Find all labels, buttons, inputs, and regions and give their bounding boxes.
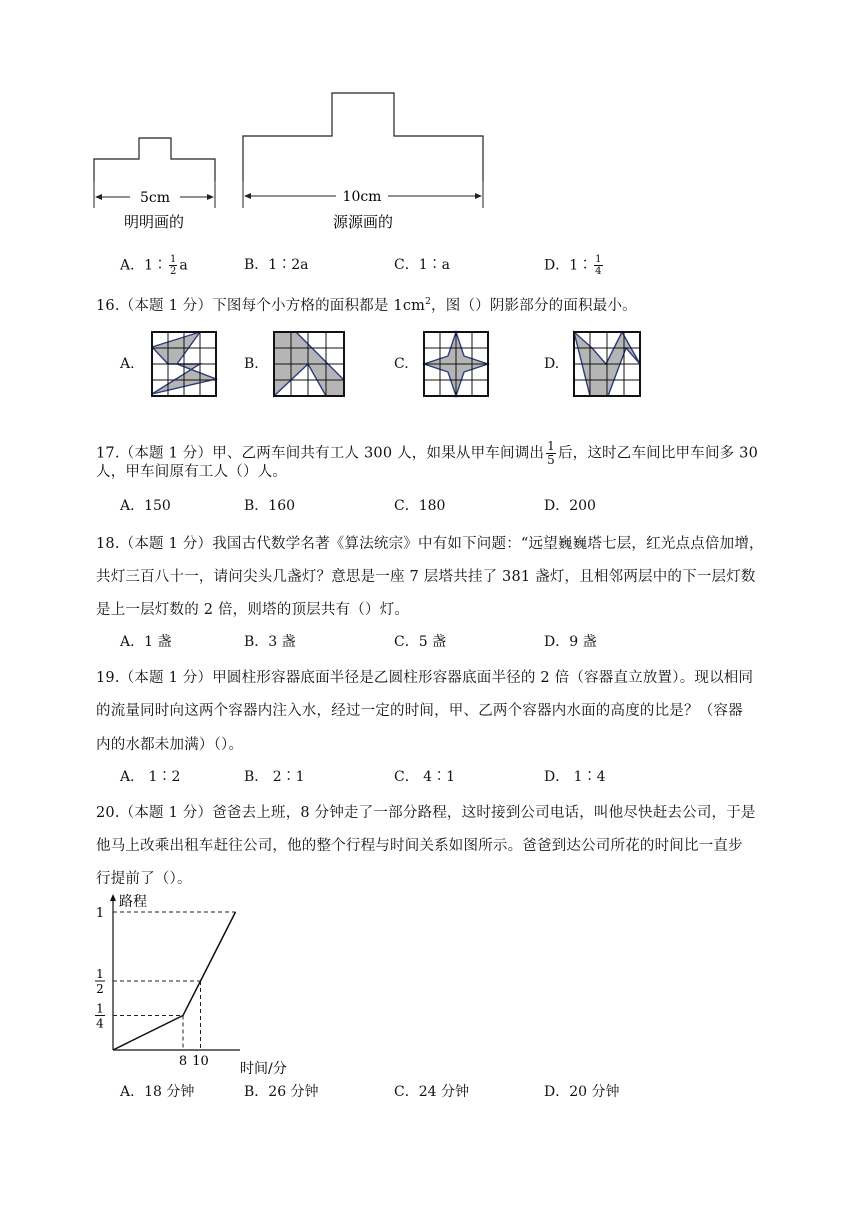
y-axis-arrow bbox=[110, 894, 116, 901]
q18-option-c[interactable]: C．5 盏 bbox=[394, 634, 447, 650]
q18-question-line2: 共灯三百八十一，请问尖头几盏灯？意思是一座 7 层塔共挂了 381 盏灯，且相邻两层中的下一层灯数 bbox=[96, 569, 756, 585]
q20-option-b[interactable]: B．26 分钟 bbox=[244, 1084, 319, 1100]
q16-grid-b bbox=[270, 330, 348, 398]
q19-question-line2: 的流量同时向这两个容器内注入水，经过一定的时间，甲、乙两个容器内水面的高度的比是？（容器 bbox=[96, 703, 743, 719]
q16-grid-d bbox=[570, 330, 644, 398]
q15-option-c[interactable]: C．1∶a bbox=[394, 257, 450, 273]
series-line bbox=[113, 912, 236, 1050]
distance-time-chart bbox=[90, 890, 320, 1080]
y-tick-denominator: 2 bbox=[96, 982, 104, 996]
q17-option-d[interactable]: D．200 bbox=[544, 498, 596, 514]
q19-question-line3: 内的水都未加满）（）。 bbox=[96, 737, 244, 753]
y-tick-numerator: 1 bbox=[96, 967, 104, 981]
q15-option-d[interactable]: D．1∶ $\frac{1}{4}$ bbox=[544, 254, 602, 277]
q20-question-line2: 他马上改乘出租车赶往公司，他的整个行程与时间关系如图所示。爸爸到达公司所花的时间比一直步 bbox=[96, 838, 743, 854]
y-axis-label: 路程 bbox=[119, 894, 147, 910]
ming-caption: 明明画的 bbox=[123, 213, 185, 231]
q17-option-b[interactable]: B．160 bbox=[244, 498, 296, 514]
y-tick-label: 1 bbox=[95, 906, 105, 921]
q20-question-line3: 行提前了（）。 bbox=[96, 871, 192, 887]
q18-option-b[interactable]: B．3 盏 bbox=[244, 634, 296, 650]
q19-option-b[interactable]: B． 2∶1 bbox=[244, 769, 305, 785]
q19-question-line1: 19.（本题 1 分）甲圆柱形容器底面半径是乙圆柱形容器底面半径的 2 倍（容器直立放置）。现以相同 bbox=[96, 670, 754, 686]
yuan-dim-label: 10cm bbox=[342, 189, 382, 205]
q16-label-a[interactable]: A. bbox=[120, 356, 135, 372]
q18-question-line1: 18.（本题 1 分）我国古代数学名著《算法统宗》中有如下问题：“远望巍巍塔七层，红光点点倍加增， bbox=[96, 536, 764, 552]
q17-option-c[interactable]: C．180 bbox=[394, 498, 446, 514]
q16-label-d[interactable]: D. bbox=[544, 356, 560, 372]
q15-option-b[interactable]: B．1∶2a bbox=[244, 257, 309, 273]
q17-question-line2: 人，甲车间原有工人（）人。 bbox=[96, 464, 288, 480]
ming-shape bbox=[94, 138, 215, 181]
q19-option-d[interactable]: D． 1∶4 bbox=[544, 769, 606, 785]
yuan-caption: 源源画的 bbox=[332, 213, 394, 231]
q17-fraction: $\frac{1}{5}$ bbox=[547, 439, 555, 467]
q15-option-a[interactable]: A．1∶ $\frac{1}{2}$ a bbox=[120, 254, 188, 277]
q20-option-c[interactable]: C．24 分钟 bbox=[394, 1084, 469, 1100]
yuan-shape bbox=[243, 93, 483, 181]
q20-question-line1: 20.（本题 1 分）爸爸去上班，8 分钟走了一部分路程，这时接到公司电话，叫他尽快赶去公司，于是 bbox=[96, 805, 756, 821]
q16-grid-a bbox=[148, 330, 220, 398]
q15-d-fraction: $\frac{1}{4}$ bbox=[595, 254, 602, 277]
x-tick-label: 8 bbox=[178, 1054, 188, 1069]
y-tick-numerator: 1 bbox=[96, 1001, 104, 1016]
q18-question-line3: 是上一层灯数的 2 倍，则塔的顶层共有（）灯。 bbox=[96, 602, 410, 618]
q16-question: 16.（本题 1 分）下图每个小方格的面积都是 $1cm^2$，图（）阴影部分的面积最小。 bbox=[96, 297, 637, 314]
x-tick-label: 10 bbox=[192, 1054, 209, 1069]
q15-a-fraction: $\frac{1}{2}$ bbox=[170, 254, 177, 277]
q19-option-c[interactable]: C． 4∶1 bbox=[394, 769, 455, 785]
q18-option-a[interactable]: A．1 盏 bbox=[120, 634, 172, 650]
q15-figure bbox=[88, 88, 498, 234]
q20-option-a[interactable]: A．18 分钟 bbox=[120, 1084, 195, 1100]
q16-label-c[interactable]: C. bbox=[394, 356, 409, 372]
q17-option-a[interactable]: A．150 bbox=[120, 498, 171, 514]
q20-option-d[interactable]: D．20 分钟 bbox=[544, 1084, 620, 1100]
q16-label-b[interactable]: B. bbox=[244, 356, 259, 372]
q19-option-a[interactable]: A． 1∶2 bbox=[120, 769, 181, 785]
q16-grid-c bbox=[420, 330, 492, 398]
x-axis-label: 时间/分 bbox=[240, 1061, 287, 1077]
ming-dim-label: 5cm bbox=[139, 190, 171, 206]
y-tick-denominator: 4 bbox=[96, 1016, 104, 1031]
q17-question-line1: 17.（本题 1 分）甲、乙两车间共有工人 300 人，如果从甲车间调出 $\frac{1}{5}$ 后，这时乙车间比甲车间多 30 bbox=[96, 439, 759, 467]
q18-option-d[interactable]: D．9 盏 bbox=[544, 634, 597, 650]
